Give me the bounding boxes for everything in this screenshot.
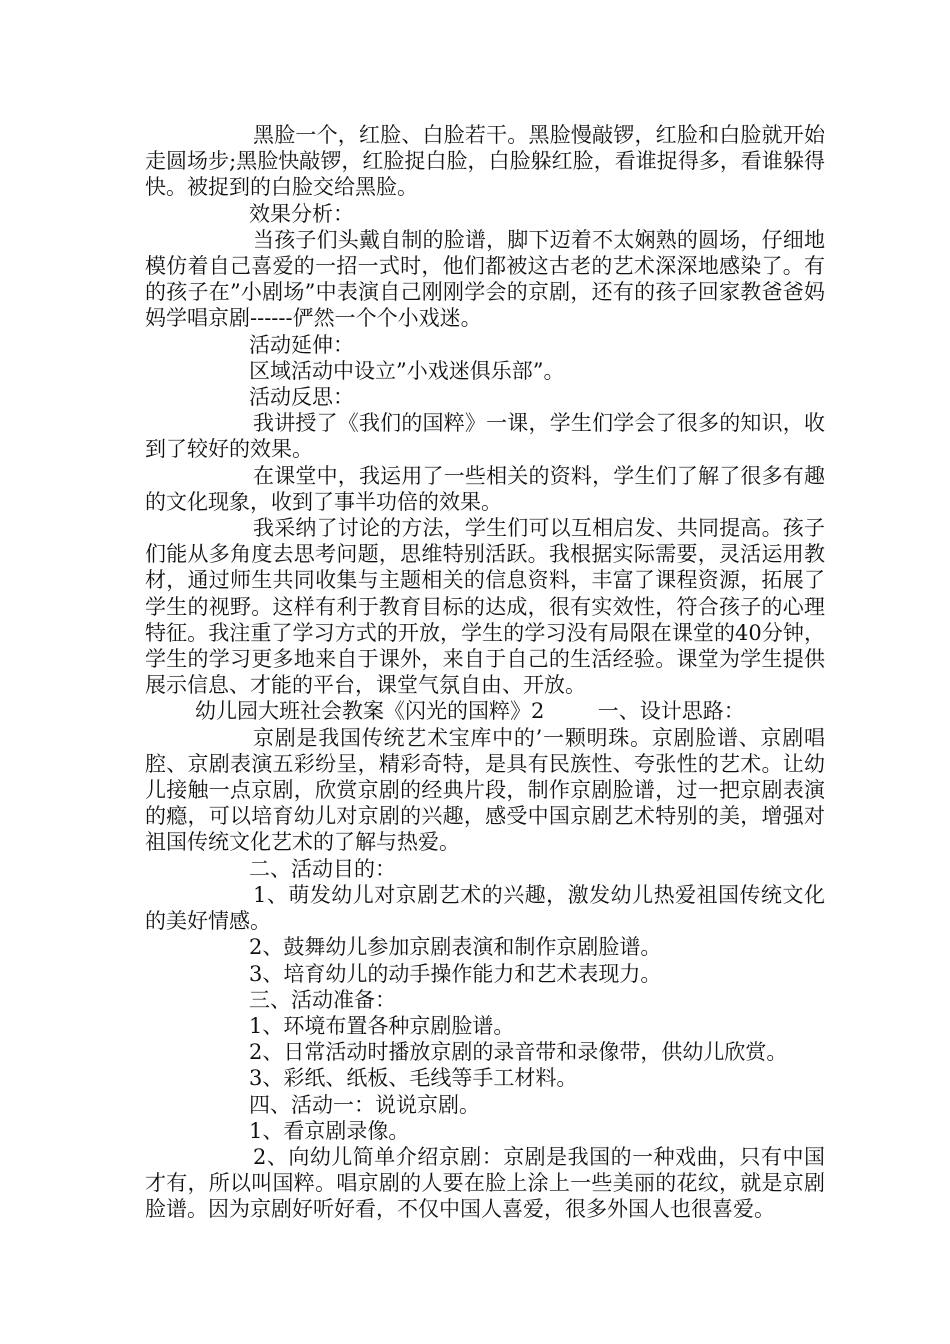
paragraph: 1、看京剧录像。 xyxy=(249,1118,410,1143)
paragraph: 黑脸一个，红脸、白脸若干。黑脸慢敲锣，红脸和白脸就开始走圆场步;黑脸快敲锣，红脸捉白脸，白脸躲红脸，看谁捉得多，看谁躲得快。被捉到的白脸交给黑脸。 xyxy=(145,123,825,200)
paragraph: 当孩子们头戴自制的脸谱，脚下迈着不太娴熟的圆场，仔细地模仿着自己喜爱的一招一式时，他们都被这古老的艺术深深地感染了。有的孩子在”小剧场”中表演自己刚刚学会的京剧，还有的孩子回家教爸爸妈妈学唱京剧------俨然一个个小戏迷。 xyxy=(145,227,825,331)
document-body xyxy=(145,122,825,1223)
paragraph: 2、向幼儿简单介绍京剧：京剧是我国的一种戏曲，只有中国才有，所以叫国粹。唱京剧的人要在脸上涂上一些美丽的花纹，就是京剧脸谱。因为京剧好听好看，不仅中国人喜爱，很多外国人也很喜爱。 xyxy=(145,1144,825,1222)
paragraph: 我讲授了《我们的国粹》一课，学生们学会了很多的知识，收到了较好的效果。 xyxy=(145,411,825,462)
paragraph: 我采纳了讨论的方法，学生们可以互相启发、共同提高。孩子们能从多角度去思考问题，思维特别活跃。我根据实际需要，灵活运用教材，通过师生共同收集与主题相关的信息资料，丰富了课程资源，拓展了学生的视野。这样有利于教育目标的达成，很有实效性，符合孩子的心理特征。我注重了学习方式的开放，学生的学习没有局限在课堂的40分钟，学生的学习更多地来自于课外，来自于自己的生活经验。课堂为学生提供展示信息、才能的平台，课堂气氛自由、开放。 xyxy=(145,516,825,698)
paragraph: 二、活动目的： xyxy=(249,856,396,881)
paragraph: 1、萌发幼儿对京剧艺术的兴趣，激发幼儿热爱祖国传统文化的美好情感。 xyxy=(145,882,825,934)
paragraph: 活动反思： xyxy=(249,385,354,410)
paragraph: 区域活动中设立”小戏迷俱乐部”。 xyxy=(249,358,565,383)
paragraph: 京剧是我国传统艺术宝库中的’一颗明珠。京剧脸谱、京剧唱腔、京剧表演五彩纷呈，精彩奇特，是具有民族性、夸张性的艺术。让幼儿接触一点京剧，欣赏京剧的经典片段，制作京剧脸谱，过一把京剧表演的瘾，可以培育幼儿对京剧的兴趣，感受中国京剧艺术特别的美，增强对祖国传统文化艺术的了解与热爱。 xyxy=(145,725,825,855)
paragraph: 在课堂中，我运用了一些相关的资料，学生们了解了很多有趣的文化现象，收到了事半功倍的效果。 xyxy=(145,463,825,514)
paragraph: 效果分析： xyxy=(249,201,354,226)
paragraph: 1、环境布置各种京剧脸谱。 xyxy=(249,1013,515,1038)
paragraph: 3、彩纸、纸板、毛线等手工材料。 xyxy=(249,1066,578,1091)
paragraph: 活动延伸： xyxy=(249,332,354,357)
paragraph: 四、活动一：说说京剧。 xyxy=(249,1092,480,1117)
section-heading: 幼儿园大班社会教案《闪光的国粹》2 一、设计思路： xyxy=(195,699,745,724)
paragraph: 3、培育幼儿的动手操作能力和艺术表现力。 xyxy=(249,961,662,986)
paragraph: 2、日常活动时播放京剧的录音带和录像带，供幼儿欣赏。 xyxy=(249,1040,788,1065)
paragraph: 三、活动准备： xyxy=(249,987,396,1012)
paragraph: 2、鼓舞幼儿参加京剧表演和制作京剧脸谱。 xyxy=(249,935,662,960)
